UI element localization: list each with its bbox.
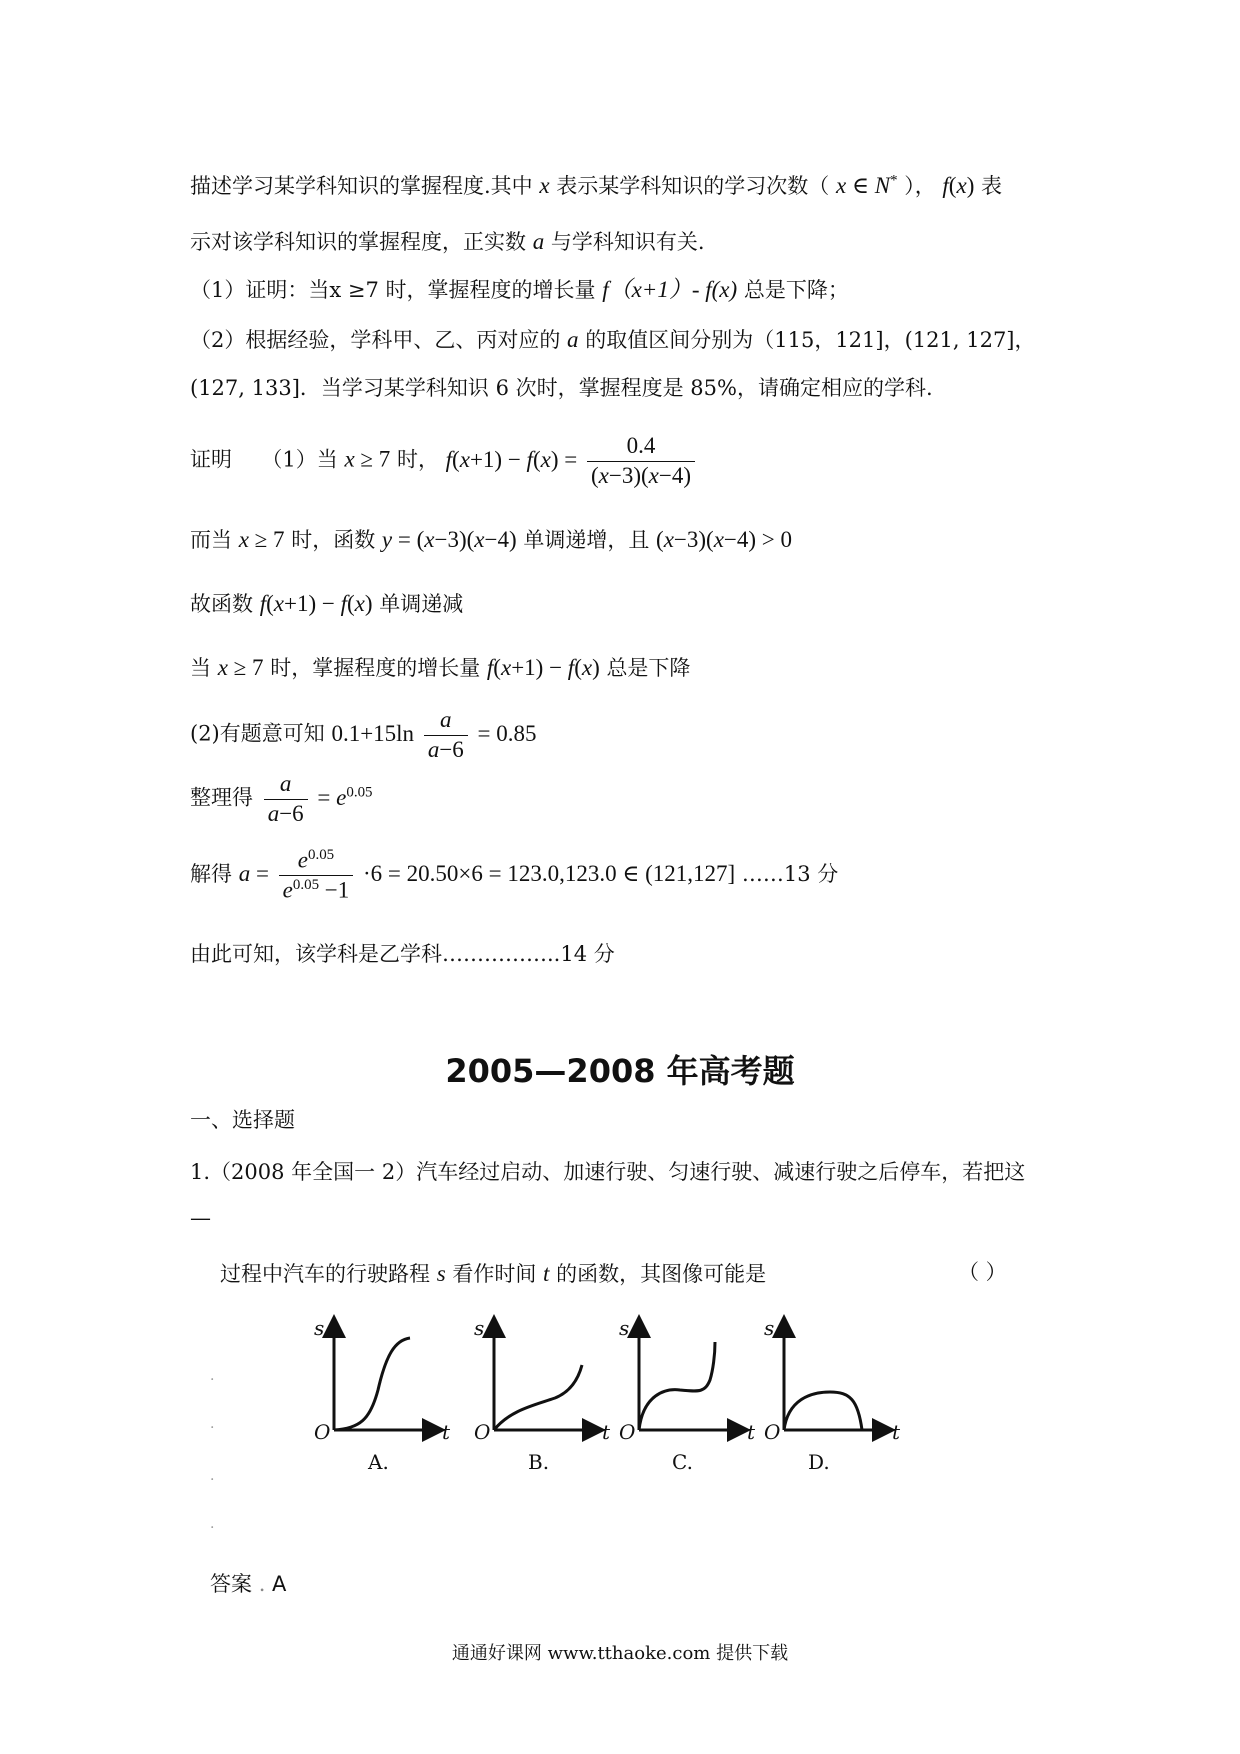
solution-text: (2)有题意可知 [190, 721, 325, 746]
proof-label: 证明 [190, 447, 232, 472]
math-difference: f(x+1) − f(x) = $\frac{0.4}{(x-3)(x-4)}$ [446, 447, 699, 472]
curve-b [494, 1365, 582, 1430]
math-condition: x ≥ 7 [238, 527, 285, 552]
solution-text: 而当 [190, 528, 232, 552]
question-text [220, 1260, 766, 1288]
math-difference: f(x+1) − f(x) [259, 591, 373, 616]
math-equation: 0.1+15ln $\frac{a}{a-6}$ = 0.85 [331, 721, 536, 746]
question-text: 总是下降； [743, 278, 849, 302]
axis-label-t: t [892, 1420, 901, 1444]
origin-label: O [619, 1420, 636, 1444]
math-s: s [436, 1261, 446, 1286]
question-2-cont: (127, 133]．当学习某学科知识 6 次时，掌握程度是 85%，请确定相应的学科. [190, 376, 933, 400]
question-text: 看作时间 [452, 1262, 537, 1286]
section-title: 2005—2008 年高考题 [445, 1052, 795, 1090]
axis-label-s: s [619, 1316, 630, 1340]
option-label-b: B. [528, 1450, 550, 1474]
graph-c [639, 1320, 745, 1430]
fraction: $\frac{a}{a-6}$ [424, 706, 468, 765]
math-function: y = (x−3)(x−4) [381, 527, 517, 552]
solution-text: 故函数 [190, 592, 253, 616]
problem-text: 表示某学科知识的学习次数（ [556, 174, 830, 198]
question-2 [190, 326, 1036, 354]
answer-label: 答案 [210, 1572, 252, 1596]
scan-artifact: · [210, 1472, 215, 1488]
answer-line: 答案 . A [210, 1572, 287, 1596]
answer-parentheses: （ ） [958, 1260, 1007, 1284]
axis-label-t: t [442, 1420, 451, 1444]
graph-options [300, 1300, 920, 1480]
math-a: a [567, 327, 579, 352]
question-1 [190, 276, 849, 304]
origin-label: O [474, 1420, 491, 1444]
graph-a [334, 1320, 440, 1430]
math-increment: f（x+1）- f(x) [602, 277, 738, 302]
scan-artifact: · [210, 1420, 215, 1436]
math-fx: f(x) [942, 173, 975, 198]
solution-text: 整理得 [190, 785, 253, 810]
graph-b [494, 1320, 600, 1430]
solution-step-6 [190, 770, 373, 829]
solution-step-7 [190, 846, 838, 906]
fraction: $\frac{e^{0.05}}{e^{0.05} -1}$ [279, 846, 354, 906]
solution-text: 时，函数 [291, 528, 376, 552]
section-heading: 一、选择题 [190, 1108, 295, 1132]
math-a: a [532, 229, 545, 254]
option-label-c: C. [672, 1450, 693, 1474]
problem-text: 示对该学科知识的掌握程度，正实数 [190, 230, 526, 254]
solution-text: （1）当 [261, 447, 338, 472]
math-t: t [543, 1261, 550, 1286]
solution-text: 解得 [190, 862, 232, 887]
solution-text: 总是下降 [606, 656, 691, 680]
math-condition: x ≥ 7 [344, 446, 391, 472]
solution-step-8: 由此可知，该学科是乙学科……………..14 分 [190, 942, 615, 966]
math-positive: (x−3)(x−4) > 0 [656, 527, 793, 552]
solution-text: 单调递减 [379, 592, 464, 616]
score-marker: ……13 分 [741, 862, 839, 887]
solution-text: 时，掌握程度的增长量 [270, 656, 481, 680]
scan-artifact: · [210, 1520, 215, 1536]
problem-text: ）， [904, 174, 936, 198]
answer-value: A [272, 1572, 287, 1596]
question-text-dash: — [190, 1206, 211, 1230]
math-result: a = $\frac{e^{0.05}}{e^{0.05} -1}$ ·6 = 20.50×6 = 123.0,123.0 ∈ (121,127] [239, 861, 736, 886]
axis-label-s: s [764, 1316, 775, 1340]
problem-line-2 [190, 228, 705, 256]
math-domain: x ∈ N* [835, 172, 898, 198]
problem-text: 表 [981, 174, 1003, 198]
curve-c [639, 1342, 715, 1430]
page-footer: 通通好课网 www.tthaoke.com 提供下载 [451, 1643, 789, 1664]
option-label-a: A. [368, 1450, 389, 1474]
solution-step-1 [190, 432, 699, 491]
math-difference: f(x+1) − f(x) [486, 655, 600, 680]
math-x: x [539, 173, 550, 198]
graph-d [784, 1320, 890, 1430]
axis-label-t: t [602, 1420, 611, 1444]
question-text: 1.（2008 年全国一 2）汽车经过启动、加速行驶、匀速行驶、减速行驶之后停车，若把这 [190, 1160, 1026, 1184]
problem-line-1 [190, 172, 1002, 200]
option-label-d: D. [808, 1450, 830, 1474]
axis-label-s: s [474, 1316, 485, 1340]
solution-step-4 [190, 654, 690, 682]
origin-label: O [314, 1420, 331, 1444]
fraction: $\frac{0.4}{(x-3)(x-4)}$ [587, 432, 695, 491]
math-equation: $\frac{a}{a-6}$ = $e^{0.05}$ [260, 785, 373, 810]
solution-text: 时， [396, 447, 439, 472]
math-condition: x ≥ 7 [217, 655, 264, 680]
solution-step-5 [190, 706, 537, 765]
axis-label-t: t [747, 1420, 756, 1444]
solution-step-2 [190, 526, 792, 554]
curve-a [334, 1338, 410, 1430]
axis-label-s: s [314, 1316, 325, 1340]
question-text: （1）证明：当x ≥7 时，掌握程度的增长量 [190, 278, 596, 302]
problem-text: 描述学习某学科知识的掌握程度.其中 [190, 174, 533, 198]
curve-d [784, 1392, 862, 1430]
solution-text: 当 [190, 656, 211, 680]
fraction: $\frac{a}{a-6}$ [264, 770, 308, 829]
question-text: 的取值区间分别为（115，121]，(121, 127]， [585, 328, 1036, 352]
origin-label: O [764, 1420, 781, 1444]
solution-step-3 [190, 590, 463, 618]
scan-artifact: · [210, 1372, 215, 1388]
problem-text: 与学科知识有关. [550, 230, 705, 254]
solution-text: 单调递增，且 [523, 528, 650, 552]
question-text: （2）根据经验，学科甲、乙、丙对应的 [190, 328, 561, 352]
question-text: 的函数，其图像可能是 [556, 1262, 767, 1286]
question-text: 过程中汽车的行驶路程 [220, 1262, 430, 1286]
